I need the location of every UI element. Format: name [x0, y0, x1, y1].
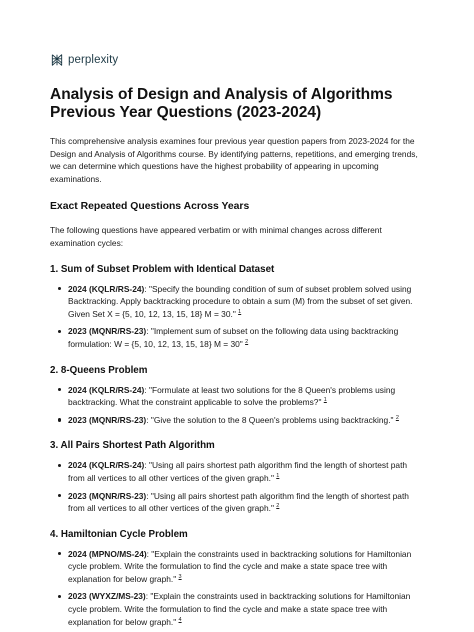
question-text: : "Using all pairs shortest path algorithm find the length of shortest path from all vertices to all other vertices of the given graph." [68, 460, 408, 483]
paper-code: 2024 (KQLR/RS-24) [68, 283, 145, 294]
paper-code: 2023 (MQNR/RS-23) [68, 326, 147, 337]
citation-link[interactable]: 2 [395, 414, 399, 421]
perplexity-logo-icon [50, 53, 64, 67]
paper-code: 2024 (MPNO/MS-24) [68, 548, 147, 559]
paper-code: 2024 (KQLR/RS-24) [68, 384, 145, 395]
intro-paragraph: This comprehensive analysis examines four previous year question papers from 2023-2024 for the Design and Analysis of Algorithms course. By identifying patterns, repetitions, and emerging trends, we can determine which questions have the highest probability of appearing in upcoming examinations. [50, 136, 418, 184]
list-item [68, 325, 424, 350]
list-item [68, 283, 424, 321]
paper-code: 2023 (WYXZ/MS-23) [68, 591, 146, 602]
paper-code: 2024 (KQLR/RS-24) [68, 460, 145, 471]
brand-name: perplexity [68, 54, 119, 66]
topic-heading-sum-of-subset: 1. Sum of Subset Problem with Identical Dataset [50, 263, 275, 275]
paper-code: 2023 (MQNR/RS-23) [68, 414, 147, 425]
list-item [68, 548, 424, 586]
list-item [68, 590, 424, 628]
question-text: : "Explain the constraints used in backtracking solutions for Hamiltonian cycle problem. Write the formulation to find the cycle and make a state space tree with explanation for below graph." [68, 591, 411, 627]
question-text: : "Implement sum of subset on the following data using backtracking formulation: W = {5, 10, 12, 13, 15, 18} M = 30" [68, 326, 399, 349]
question-text: : "Formulate at least two solutions for the 8 Queen's problems using backtracking. What the constraint applicable to solve the problems?" [68, 384, 396, 408]
citation-link[interactable]: 1 [323, 397, 327, 404]
citation-link[interactable]: 3 [178, 574, 182, 581]
brand-logo [50, 52, 424, 68]
topic-list-hamiltonian-cycle [50, 548, 424, 629]
topic-heading-all-pairs-shortest-path: 3. All Pairs Shortest Path Algorithm [50, 440, 215, 452]
list-item [68, 459, 424, 484]
paper-code: 2023 (MQNR/RS-23) [68, 490, 147, 501]
list-item [68, 414, 424, 427]
question-text: : "Using all pairs shortest path algorithm find the length of shortest path from all vertices to all other vertices of the given graph." [68, 490, 409, 514]
topic-list-sum-of-subset [50, 283, 424, 351]
section-lead: The following questions have appeared verbatim or with minimal changes across different examination cycles: [50, 225, 382, 248]
topic-heading-hamiltonian-cycle: 4. Hamiltonian Cycle Problem [50, 528, 188, 540]
citation-link[interactable]: 4 [178, 616, 182, 623]
list-item [68, 384, 424, 409]
topic-heading-8-queens: 2. 8-Queens Problem [50, 364, 148, 376]
question-text: : "Specify the bounding condition of sum of subset problem solved using Backtracking. Apply backtracking procedure to obtain a sum (M) from the subset of set given. Given Set X = {5, 10, 12, 13, 15, 18} M = 30." [68, 283, 413, 319]
topic-list-8-queens [50, 384, 424, 427]
citation-link[interactable]: 1 [238, 308, 242, 315]
citation-link[interactable]: 2 [276, 503, 280, 510]
page-title: Analysis of Design and Analysis of Algorithms Previous Year Questions (2023-2024) [50, 86, 393, 121]
list-item [68, 490, 424, 515]
citation-link[interactable]: 2 [245, 339, 249, 346]
question-text: : "Explain the constraints used in backtracking solutions for Hamiltonian cycle problem. Write the formulation to find the cycle and make a state space tree with explanation for below graph." [68, 548, 412, 584]
citation-link[interactable]: 1 [276, 473, 280, 480]
section-heading: Exact Repeated Questions Across Years [50, 201, 250, 213]
question-text: : "Give the solution to the 8 Queen's problems using backtracking." [146, 414, 394, 425]
topic-list-all-pairs-shortest-path [50, 459, 424, 514]
